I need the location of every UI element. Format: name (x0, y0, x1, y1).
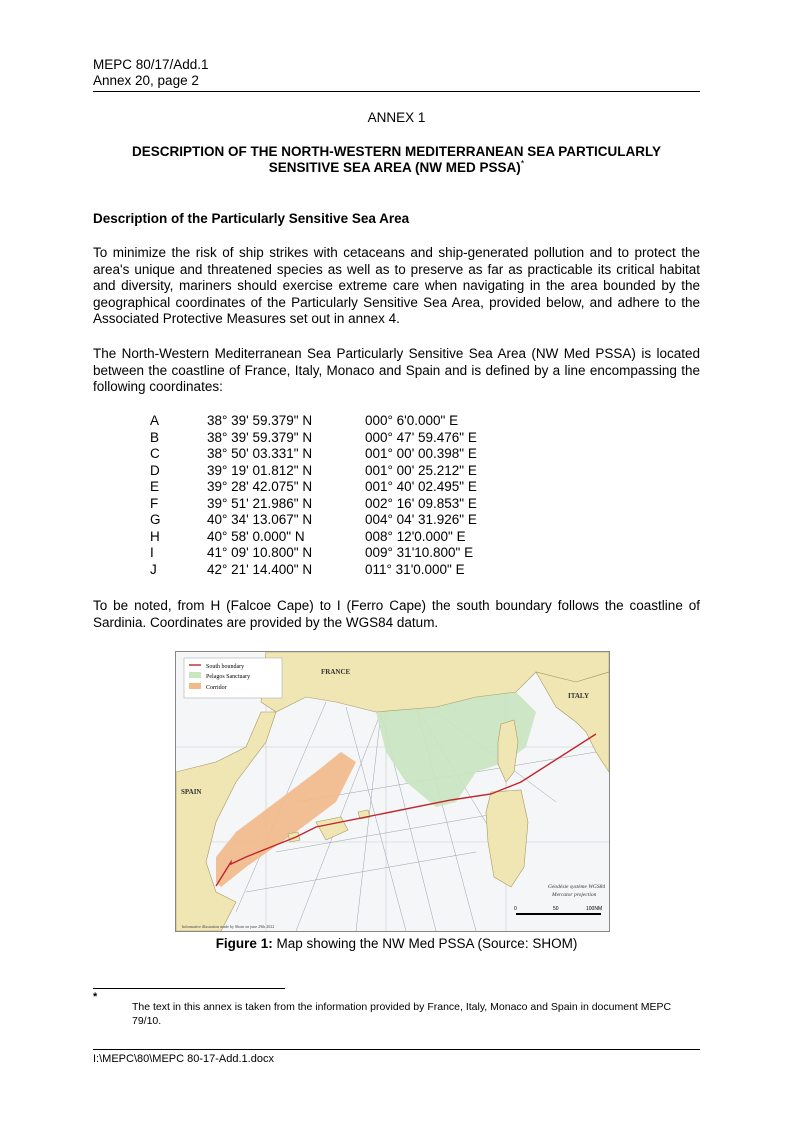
legend-label-corridor: Corridor (206, 685, 227, 691)
figure-caption (93, 936, 700, 951)
map-credit: Informative illustration made by Shom on june 29th 2022 (182, 924, 275, 929)
legend-label-boundary: South boundary (206, 664, 245, 670)
map-label-italy: ITALY (568, 692, 590, 700)
coordinate-row (150, 463, 515, 480)
map-label-france: FRANCE (321, 668, 351, 676)
paragraph-boundary-note: To be noted, from H (Falcoe Cape) to I (Ferro Cape) the south boundary follows the coastline of Sardinia. Coordinates are provided by the WGS84 datum. (93, 598, 700, 630)
point-label: F (150, 495, 159, 511)
point-label: H (150, 528, 160, 544)
latitude: 38° 39' 59.379" N (207, 429, 313, 445)
footnote-marker: * (93, 991, 98, 1003)
map-legend (184, 658, 282, 698)
longitude: 001° 00' 00.398" E (365, 446, 477, 461)
point-label: D (150, 462, 160, 478)
island-ibiza (288, 832, 300, 842)
figure-caption-text: Map showing the NW Med PSSA (Source: SHOM) (272, 936, 578, 951)
coordinate-row (150, 479, 515, 496)
coordinate-row (150, 413, 515, 430)
footnote-divider (93, 988, 285, 989)
point-label: C (150, 446, 160, 461)
coordinate-row (150, 545, 515, 562)
document-title (93, 144, 700, 176)
figure-label: Figure 1: (215, 936, 273, 951)
latitude: 38° 50' 03.331" N (207, 446, 313, 461)
longitude: 011° 31'0.000" E (365, 561, 465, 577)
point-label: A (150, 413, 160, 428)
point-label: I (150, 545, 154, 560)
footer-file-path: I:\MEPC\80\MEPC 80-17-Add.1.docx (93, 1053, 274, 1065)
point-label: E (150, 479, 160, 494)
point-label: G (150, 512, 161, 527)
longitude: 000° 47' 59.476" E (365, 429, 477, 445)
page-header (93, 57, 700, 89)
title-line-2: SENSITIVE SEA AREA (NW MED PSSA) (268, 160, 521, 175)
legend-swatch-corridor (189, 683, 201, 689)
longitude: 000° 6'0.000" E (365, 413, 459, 428)
latitude: 40° 58' 0.000" N (207, 528, 305, 544)
longitude: 001° 00' 25.212" E (365, 462, 477, 478)
coordinate-row (150, 496, 515, 513)
title-footnote-marker[interactable]: * (520, 158, 525, 169)
coordinates-list (150, 413, 515, 578)
latitude: 38° 39' 59.379" N (207, 413, 313, 428)
coordinate-row (150, 446, 515, 463)
map-scale-50: 50 (553, 906, 559, 912)
coordinate-row (150, 430, 515, 447)
coordinate-row (150, 529, 515, 546)
footer-divider (93, 1049, 700, 1050)
map-projection-label: Géodésie système WGS84 (548, 884, 606, 890)
legend-swatch-pelagos (189, 672, 201, 678)
point-label: J (150, 561, 157, 577)
latitude: 40° 34' 13.067" N (207, 512, 313, 527)
latitude: 39° 51' 21.986" N (207, 495, 313, 511)
section-heading: Description of the Particularly Sensitive Sea Area (93, 211, 410, 226)
latitude: 41° 09' 10.800" N (207, 545, 313, 560)
longitude: 002° 16' 09.853" E (365, 495, 477, 511)
header-divider (93, 91, 700, 92)
paragraph-intro: To minimize the risk of ship strikes with cetaceans and ship-generated pollution and to protect the area's unique and threatened species as well as to preserve as far as practicable its critical habitat and diversity, mariners should exercise extreme care when navigating in the area bounded by the geographical coordinates of the Particularly Sensitive Sea Area, provided below, and adhere to the Associated Protective Measures set out in annex 4. (93, 245, 700, 326)
coordinate-row (150, 512, 515, 529)
legend-label-pelagos: Pelagos Sanctuary (206, 674, 251, 680)
map-projection-label-2: Mercator projection (552, 892, 597, 898)
doc-code: MEPC 80/17/Add.1 (93, 57, 209, 72)
latitude: 39° 28' 42.075" N (207, 479, 313, 494)
map-scale-100: 100NM (586, 906, 603, 912)
footnote-text: The text in this annex is taken from the information provided by France, Italy, Monaco and Spain in document MEPC 79/10. (132, 1001, 672, 1027)
pssa-map (175, 651, 610, 932)
point-label: B (150, 429, 160, 445)
longitude: 008° 12'0.000" E (365, 528, 466, 544)
title-line-1: DESCRIPTION OF THE NORTH-WESTERN MEDITERRANEAN SEA PARTICULARLY (131, 144, 661, 159)
annex-number: ANNEX 1 (367, 110, 426, 125)
paragraph-location: The North-Western Mediterranean Sea Particularly Sensitive Sea Area (NW Med PSSA) is located between the coastline of France, Italy, Monaco and Spain and is defined by a line encompassing the following coordinates: (93, 346, 700, 394)
longitude: 009° 31'10.800" E (365, 545, 474, 560)
page-reference: Annex 20, page 2 (93, 73, 199, 88)
longitude: 004° 04' 31.926" E (365, 512, 477, 527)
map-scale-0: 0 (514, 906, 517, 912)
longitude: 001° 40' 02.495" E (365, 479, 477, 494)
map-label-spain: SPAIN (181, 788, 202, 796)
latitude: 42° 21' 14.400" N (207, 561, 313, 577)
coordinate-row (150, 562, 515, 579)
latitude: 39° 19' 01.812" N (207, 462, 313, 478)
